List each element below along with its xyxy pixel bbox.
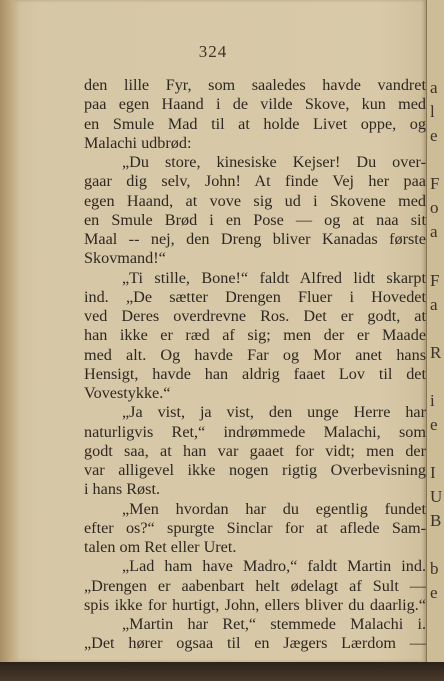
book-bottom-edge — [0, 662, 444, 681]
edge-fragment: i — [430, 390, 435, 410]
edge-fragment: B — [430, 511, 442, 531]
text-line: „Men hvordan har du egentlig fundet — [122, 499, 426, 518]
text-line: ved Deres overdrevne Ros. Det er godt, at — [84, 307, 426, 325]
text-line: en Smule Brød i en Pose — og at naa sit — [84, 210, 426, 229]
text-line: efter os?“ spurgte Sinclar for at aflede Sam- — [84, 518, 426, 537]
text-line: „Martin har Ret,“ stemmede Malachi i. — [122, 615, 426, 633]
text-line: Vovestykke.“ — [84, 384, 171, 402]
text-line: paa egen Haand i de vilde Skove, kun med — [84, 95, 426, 114]
text-line: Maal -- nej, den Dreng bliver Kanadas første — [84, 230, 426, 248]
text-line: var alligevel ikke nogen rigtig Overbevisning — [84, 461, 426, 479]
text-line: „Ja vist, ja vist, den unge Herre har — [122, 403, 426, 422]
text-line: „Drengen er aabenbart helt ødelagt af Sult — — [84, 576, 426, 595]
text-line: Skovmand!“ — [84, 249, 166, 268]
text-line: den lille Fyr, som saaledes havde vandret — [84, 76, 426, 94]
text-line: „Lad ham have Madro,“ faldt Martin ind. — [122, 557, 426, 576]
text-line: han ikke er ræd af sig; men der er Maade — [84, 326, 426, 345]
text-line: Hensigt, havde han aldrig faaet Lov til det — [84, 364, 426, 383]
text-line: med alt. Og havde Far og Mor anet hans — [84, 345, 426, 364]
text-line: „Det hører ogsaa til en Jægers Lærdom — — [84, 634, 426, 653]
text-line: Malachi udbrød: — [84, 133, 192, 152]
edge-fragment: F — [430, 270, 440, 290]
edge-fragment: a — [430, 294, 438, 314]
adjacent-page-edge — [426, 0, 444, 662]
edge-fragment: b — [430, 559, 439, 579]
edge-fragment: e — [430, 583, 438, 603]
edge-fragment: l — [430, 102, 435, 122]
page-spine-shadow — [0, 0, 20, 662]
page-number: 324 — [198, 42, 228, 61]
edge-fragment: a — [430, 78, 438, 97]
edge-fragment: F — [430, 174, 440, 194]
text-line: godt saa, at han var gaaet for vidt; men der — [84, 441, 426, 460]
edge-fragment: e — [430, 126, 438, 146]
edge-fragment: R — [430, 342, 442, 362]
edge-fragment: U — [430, 487, 443, 507]
text-line: talen om Ret eller Uret. — [84, 538, 237, 556]
edge-fragment: o — [430, 198, 439, 218]
text-line: „Du store, kinesiske Kejser! Du over- — [122, 153, 426, 171]
adjacent-page-text-fragments — [427, 0, 444, 662]
text-line: spis ikke for hurtigt, John, ellers bliver du daarlig.“ — [84, 595, 426, 614]
text-line: egen Haand, at vove sig ud i Skovene med — [84, 191, 426, 210]
body-text — [84, 76, 426, 654]
text-line: naturligvis Ret,“ indrømmede Malachi, som — [84, 422, 426, 441]
text-line: ind. „De sætter Drengen Fluer i Hovedet — [84, 287, 426, 306]
text-line: i hans Røst. — [84, 480, 160, 499]
edge-fragment: e — [430, 414, 438, 434]
text-line: gaar dig selv, John! At finde Vej her paa — [84, 172, 426, 191]
text-line: „Ti stille, Bone!“ faldt Alfred lidt skarpt — [122, 268, 426, 287]
text-line: en Smule Mad til at holde Livet oppe, og — [84, 114, 426, 133]
edge-fragment: I — [430, 463, 436, 482]
edge-fragment: a — [430, 222, 438, 242]
